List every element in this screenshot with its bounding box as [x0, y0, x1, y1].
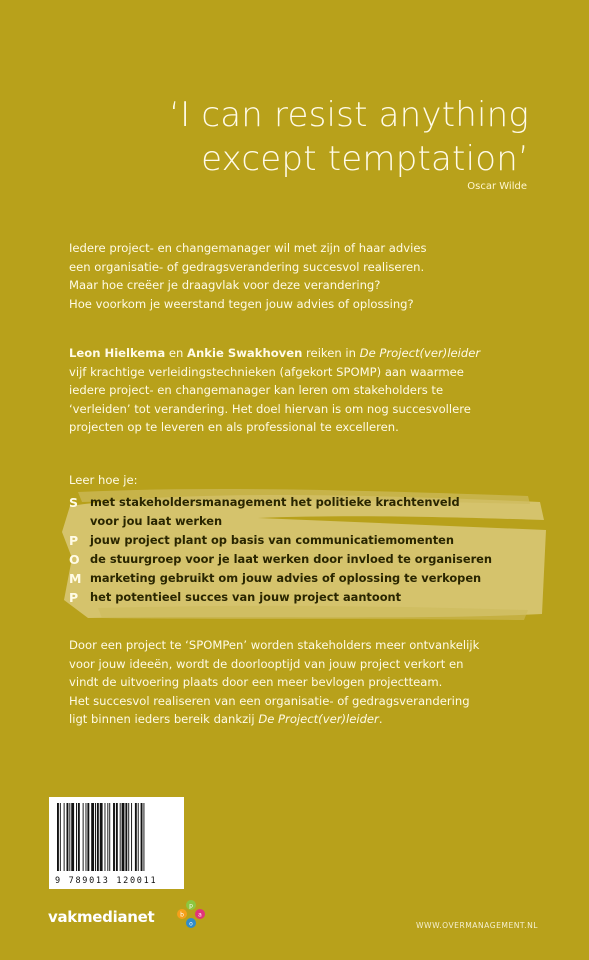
intro-line: Hoe voorkom je weerstand tegen jouw advies of oplossing? [69, 296, 414, 311]
authors-first-line [69, 344, 539, 363]
authors-line: projecten op te leveren en als professional te excelleren. [69, 420, 399, 435]
quote-author: Oscar Wilde [467, 181, 527, 192]
quote [169, 93, 529, 181]
barcode-bars [55, 803, 178, 871]
intro-line: Maar hoe creëer je draagvlak voor deze verandering? [69, 278, 381, 293]
outro-last-prefix: ligt binnen ieders bereik dankzij [69, 712, 259, 727]
spomp-letter: S [69, 495, 79, 510]
spomp-item-m [69, 569, 549, 588]
dot-letter: a [198, 911, 202, 919]
dot-letter: o [189, 920, 193, 928]
website-link[interactable]: WWW.OVERMANAGEMENT.NL [416, 921, 538, 930]
authors-line: ‘verleiden’ tot verandering. Het doel hiervan is om nog succesvollere [69, 401, 471, 416]
dot-letter: b [180, 911, 184, 919]
spomp-text-line: het potentieel succes van jouw project aantoont [90, 590, 402, 604]
isbn-barcode [49, 797, 184, 889]
spomp-letter: P [69, 533, 79, 548]
spomp-text [90, 569, 549, 588]
quote-line-2: except temptation’ [201, 139, 529, 179]
spomp-item-p [69, 531, 549, 550]
spomp-text [90, 531, 549, 550]
intro-paragraph [69, 239, 539, 313]
spomp-text-line: marketing gebruikt om jouw advies of oplossing te verkopen [90, 571, 482, 585]
outro-line: Het succesvol realiseren van een organisatie- of gedragsverandering [69, 693, 470, 708]
spomp-text [90, 493, 549, 531]
publisher-logo[interactable]: vakmedianet [48, 908, 155, 926]
spomp-list [69, 493, 549, 607]
authors-paragraph [69, 344, 539, 437]
intro-line: een organisatie- of gedragsverandering succesvol realiseren. [69, 259, 425, 274]
spomp-text-line: de stuurgroep voor je laat werken door invloed te organiseren [90, 552, 493, 566]
spomp-letter: M [69, 571, 82, 586]
spomp-item-o [69, 550, 549, 569]
book-title: De Project(ver)leider [359, 346, 481, 360]
outro-line: Door een project te ‘SPOMPen’ worden stakeholders meer ontvankelijk [69, 638, 480, 652]
leer-hoe-je-label: Leer hoe je: [69, 473, 138, 487]
spomp-text [90, 588, 549, 607]
outro-last-line [69, 710, 539, 729]
spomp-text-line: voor jou laat werken [90, 514, 223, 528]
authors-line: vijf krachtige verleidingstechnieken (afgekort SPOMP) aan waarmee [69, 364, 464, 379]
intro-line: Iedere project- en changemanager wil met zijn of haar advies [69, 241, 427, 255]
spomp-text-line: jouw project plant op basis van communicatiemomenten [90, 533, 455, 547]
barcode-digits: 9 789013 120011 [55, 876, 158, 886]
outro-paragraph [69, 636, 539, 729]
spomp-text-line: met stakeholdersmanagement het politieke krachtenveld [90, 495, 460, 509]
connector-reiken: reiken in [302, 346, 360, 360]
dot-letter: p [189, 902, 193, 910]
spomp-item-p2 [69, 588, 549, 607]
spomp-letter: O [69, 552, 80, 567]
outro-last-suffix: . [378, 712, 383, 727]
spomp-item-s [69, 493, 549, 531]
publisher-dots-icon [176, 899, 206, 929]
outro-line: vindt de uitvoering plaats door een meer bevlogen projectteam. [69, 675, 443, 690]
author-name-1: Leon Hielkema [69, 346, 166, 360]
author-name-2: Ankie Swakhoven [187, 346, 303, 360]
outro-line: voor jouw ideeën, wordt de doorlooptijd van jouw project verkort en [69, 656, 464, 671]
spomp-text [90, 550, 549, 569]
spomp-letter: P [69, 590, 79, 605]
authors-line: iedere project- en changemanager kan leren om stakeholders te [69, 383, 444, 398]
quote-line-1: ‘I can resist anything [169, 95, 529, 135]
book-title: De Project(ver)leider [258, 712, 379, 727]
connector-en: en [165, 346, 188, 360]
